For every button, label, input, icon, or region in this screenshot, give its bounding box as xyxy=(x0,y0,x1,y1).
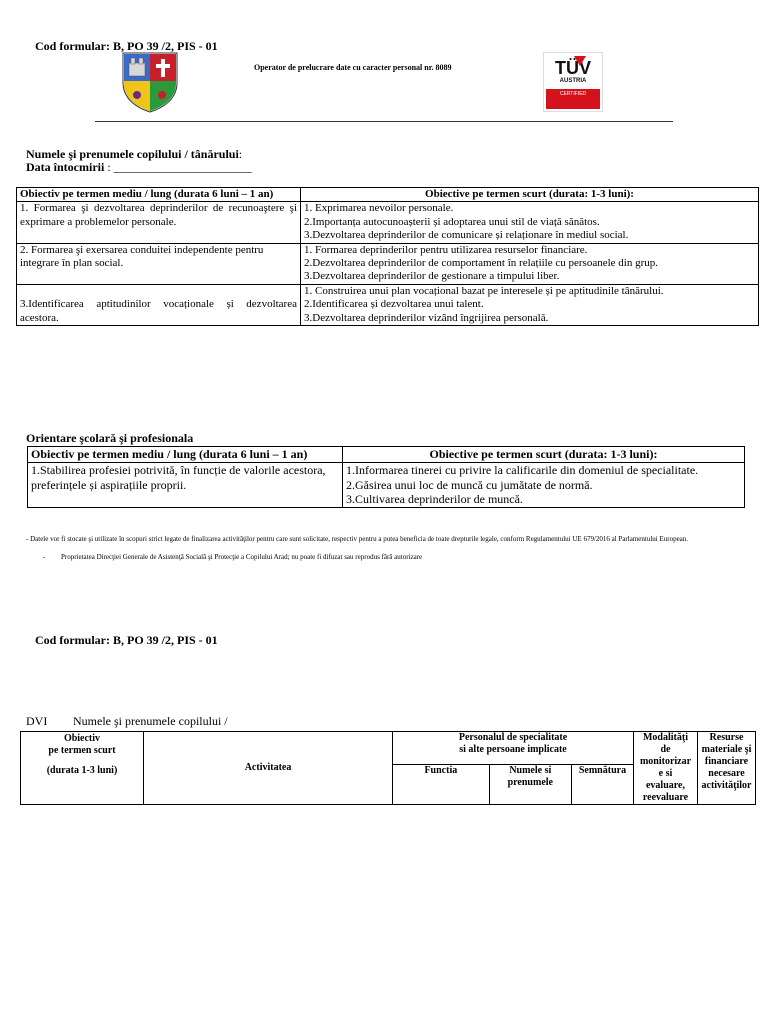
header-text: de xyxy=(660,744,671,755)
child-name-line: Numele şi prenumele copilului / tânărului: xyxy=(26,147,243,161)
orientation-table xyxy=(27,446,745,508)
header-text: monitorizar xyxy=(639,756,692,767)
list-item: 2.Identificarea și dezvoltarea unui talent. xyxy=(304,298,484,311)
child-name-label-page2: Numele şi prenumele copilului / xyxy=(73,714,228,728)
table-row xyxy=(17,202,759,243)
short-term-objectives xyxy=(301,284,759,325)
list-item: 1. Formarea deprinderilor pentru utilizarea resurselor financiare. xyxy=(304,243,588,256)
tuv-sub: AUSTRIA xyxy=(559,78,587,84)
table-header-cell: Obiective pe termen scurt (durata: 1-3 luni): xyxy=(301,188,759,202)
child-name-label: Numele şi prenumele copilului / tânărului xyxy=(26,147,239,161)
operator-text: Operator de prelucrare date cu caracter personal nr. 8089 xyxy=(254,63,452,72)
table-row xyxy=(28,462,745,507)
table-header-cell: Obiective pe termen scurt (durata: 1-3 luni): xyxy=(343,447,745,463)
coat-of-arms-icon xyxy=(121,51,179,113)
tuv-certification-logo xyxy=(543,52,603,112)
tuv-cert-band xyxy=(546,89,600,109)
long-term-objective: 3.Identificarea aptitudinilor vocaționale și dezvoltarea acestora. xyxy=(17,284,301,325)
header-modalitati xyxy=(633,732,697,805)
header-personal xyxy=(393,732,634,765)
table-header-row xyxy=(21,732,756,765)
list-item: 2.Dezvoltarea deprinderilor de comportament în relațiile cu persoanele din grup. xyxy=(304,257,658,270)
subheader-functia: Functia xyxy=(393,765,490,805)
header-text: Modalităţi xyxy=(642,732,688,743)
header-activitatea: Activitatea xyxy=(144,732,393,805)
footnote-bullet: - xyxy=(43,553,46,561)
date-label: Data întocmirii xyxy=(26,160,105,174)
header-text: evaluare, xyxy=(645,780,685,791)
header-divider xyxy=(95,121,673,122)
table-header-cell: Obiectiv pe termen mediu / lung (durata 6 luni – 1 an) xyxy=(28,447,343,463)
form-code-page2: Cod formular: B, PO 39 /2, PIS - 01 xyxy=(35,633,218,647)
footnote-gdpr: - Datele vor fi stocate şi utilizate în scopuri strict legate de finalizarea activităţilor pentru care sunt solicitate, respectiv pentru a putea beneficia de toate drepturile legale, conform Regulamentului UE 679/2016 al Parlamentului European. xyxy=(26,535,689,543)
long-term-objective: 1.Stabilirea profesiei potrivită, în funcție de valorile acestora, preferințele și aspirațiile proprii. xyxy=(28,462,343,507)
table-row xyxy=(17,284,759,325)
tuv-brand: TÜV xyxy=(555,58,591,78)
dvi-label: DVI xyxy=(26,714,48,728)
tuv-cert-label: CERTIFIED xyxy=(559,91,587,97)
list-item: 1.Informarea tinerei cu privire la calificarile din domeniul de specialitate. xyxy=(346,462,699,477)
list-item: 1. Exprimarea nevoilor personale. xyxy=(304,202,454,215)
header-text: prenumele xyxy=(507,777,553,789)
list-item: 3.Dezvoltarea deprinderilor vizând îngrijirea personală. xyxy=(304,311,549,324)
header-text: (durata 1-3 luni) xyxy=(46,765,118,776)
list-item: 3.Dezvoltarea deprinderilor de comunicare și relaționare în mediul social. xyxy=(304,229,629,242)
header-text: pe termen scurt xyxy=(48,745,116,756)
short-term-objectives xyxy=(301,243,759,284)
section-title: Orientare şcolară şi profesionala xyxy=(26,431,194,445)
date-blank: _______________________ xyxy=(113,160,252,174)
header-obiectiv xyxy=(21,732,144,805)
form-code: Cod formular: B, PO 39 /2, PIS - 01 xyxy=(35,39,218,53)
header-text: materiale şi xyxy=(701,744,752,755)
table-header-row xyxy=(28,447,745,463)
date-line: Data întocmirii : _______________________ xyxy=(26,160,252,174)
subheader-nume xyxy=(489,765,571,805)
table-header-row xyxy=(17,188,759,202)
footnote-property: Proprietatea Direcţiei Generale de Asistenţă Socială şi Protecţie a Copilului Arad; nu poate fi difuzat sau reprodus fără autorizare xyxy=(61,553,423,561)
activity-plan-table xyxy=(20,731,756,805)
header-resurse xyxy=(698,732,756,805)
header-text: Numele si xyxy=(509,765,552,777)
header-text: activităţilor xyxy=(701,780,752,791)
list-item: 1. Construirea unui plan vocațional bazat pe interesele și pe aptitudinile tânărului. xyxy=(304,284,664,297)
list-item: 2.Găsirea unui loc de muncă cu jumătate de normă. xyxy=(346,477,593,492)
header-text: e si xyxy=(658,768,673,779)
long-term-objective: 2. Formarea şi exersarea conduitei independente pentru integrare în plan social. xyxy=(17,243,301,284)
long-term-objective: 1. Formarea şi dezvoltarea deprinderilor de recunoaştere şi exprimare a problemelor personale. xyxy=(17,202,301,243)
header-text: Personalul de specialitate xyxy=(458,732,568,743)
subheader-semnatura: Semnătura xyxy=(571,765,633,805)
list-item: 3.Dezvoltarea deprinderilor de gestionare a timpului liber. xyxy=(304,270,560,283)
header-text: si alte persoane implicate xyxy=(459,744,567,755)
list-item: 2.Importanța autocunoașterii și adoptarea unui stil de viață sănătos. xyxy=(304,215,600,228)
header-text: necesare xyxy=(708,768,745,779)
table-header-cell: Obiectiv pe termen mediu / lung (durata 6 luni – 1 an) xyxy=(17,188,301,202)
table-row xyxy=(17,243,759,284)
header-text: Obiectiv xyxy=(63,733,101,744)
short-term-objectives xyxy=(301,202,759,243)
objectives-table xyxy=(16,187,759,326)
short-term-objectives xyxy=(343,462,745,507)
list-item: 3.Cultivarea deprinderilor de muncă. xyxy=(346,492,523,507)
header-text: Resurse xyxy=(709,732,744,743)
tuv-check-icon xyxy=(574,56,586,66)
header-text: reevaluare xyxy=(642,792,689,803)
header-text: financiare xyxy=(704,756,749,767)
